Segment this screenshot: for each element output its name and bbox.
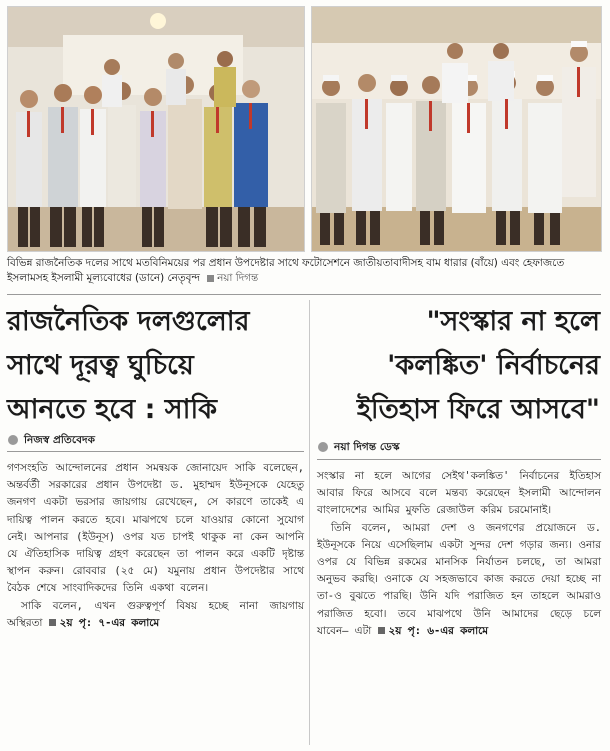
right-headline-line1: "সংস্কার না হলে <box>426 306 600 337</box>
group-photo-image-right <box>312 7 601 251</box>
right-byline <box>318 440 400 457</box>
right-article-body <box>317 468 601 640</box>
left-byline-text: নিজস্ব প্রতিবেদক <box>24 434 95 446</box>
right-headline <box>318 300 600 432</box>
byline-dot-icon <box>318 442 328 452</box>
left-headline-line1: রাজনৈতিক দলগুলোর <box>7 306 250 337</box>
left-byline <box>8 433 95 450</box>
left-continued[interactable] <box>49 617 160 629</box>
caption-text: বিভিন্ন রাজনৈতিক দলের সাথে মতবিনিময়ের পর প্রধান উপদেষ্টার সাথে ফটোসেশনে জাতীয়তাবাদীসহ বাম ধারার (বাঁয়ে) এবং হেফাজতে ইসলামসহ ইসলামী মূল্যবোধের (ডানে) নেতৃবৃন্দ <box>7 257 565 284</box>
caption-credit: নয়া দিগন্ত <box>217 272 259 284</box>
photo-caption <box>7 256 599 286</box>
left-byline-rule <box>7 451 304 452</box>
left-article-body <box>7 460 304 632</box>
column-divider <box>309 300 310 745</box>
left-paragraph-2-text: সাকি বলেন, এখন গুরুত্বপূর্ণ বিষয় হচ্ছে নানা জায়গায় অস্থিরতা <box>7 599 304 629</box>
byline-dot-icon <box>8 435 18 445</box>
caption-square-icon <box>207 275 214 282</box>
right-paragraph-2 <box>317 520 601 640</box>
right-paragraph-1: সংস্কার না হলে আগের সেইথ'কলঙ্কিত' নির্বাচনের ইতিহাস আবার ফিরে আসবে বলে মন্তব্য করেছেন ইসলামী আন্দোলন বাংলাদেশের আমির মুফতি রেজাউল করিম চরমোনাই। <box>317 470 601 517</box>
right-continued-text: ২য় পৃ: ৬-এর কলামে <box>388 624 489 637</box>
right-byline-rule <box>317 459 601 460</box>
group-photo-image-left <box>8 7 304 251</box>
right-headline-line2: 'কলঙ্কিত' নির্বাচনের <box>387 350 600 381</box>
photo-left <box>7 6 305 252</box>
continued-square-icon <box>378 627 385 634</box>
right-byline-text: নয়া দিগন্ত ডেস্ক <box>334 441 400 453</box>
left-headline-line3: আনতে হবে : সাকি <box>7 394 218 425</box>
right-paragraph-2-text: তিনি বলেন, আমরা দেশ ও জনগণের প্রয়োজনে ড. ইউনূসকে নিয়ে এসেছিলাম একটা সুন্দর দেশ গড়ার জন্য। ওনার ওপর যে বিভিন্ন রকমের মানসিক নির্যাতন চলছে, তা আমরা অনুভব করছি। ওনাকে যে সহজভাবে কাজ করতে দেয়া হচ্ছে না তা-ও বুঝতে পারছি। উনি যদি পরাজিত হন তাহলে আমরাও পরাজিত হবো। তবে মাঝপথে উনি আমাদের ছেড়ে চলে যাবেন– এটা <box>317 521 601 637</box>
left-paragraph-2 <box>7 598 304 632</box>
right-headline-line3: ইতিহাস ফিরে আসবে" <box>356 394 600 425</box>
left-continued-text: ২য় পৃ: ৭-এর কলামে <box>59 616 160 629</box>
left-paragraph-1: গণসংহতি আন্দোলনের প্রধান সমন্বয়ক জোনায়েদ সাকি বলেছেন, অন্তর্বর্তী সরকারের প্রধান উপদেষ্টা ড. মুহাম্মদ ইউনূসকে যেহেতু জনগণ একটা ভরসার জায়গায় রেখেছেন, সে কারণে তাকেই এ দায়িত্ব পালন করতে হবে। মাঝপথে চলে যাওয়ার কোনো সুযোগ নেই। আপনার (ইউনূস) ওপর যত চাপই থাকুক না কেন আপনি যে ঐতিহাসিক দায়িত্ব গ্রহণ করেছেন তা পালন করে একটি দৃষ্টান্ত স্থাপন করুন। রোববার (২৫ মে) যমুনায় প্রধান উপদেষ্টার সাথে বৈঠক শেষে সাংবাদিকদের তিনি একথা বলেন। <box>7 462 304 595</box>
left-headline <box>7 300 307 432</box>
right-continued[interactable] <box>378 625 489 637</box>
left-headline-line2: সাথে দূরত্ব ঘুচিয়ে <box>7 350 194 381</box>
continued-square-icon <box>49 619 56 626</box>
photo-right <box>311 6 602 252</box>
section-rule <box>7 294 601 295</box>
